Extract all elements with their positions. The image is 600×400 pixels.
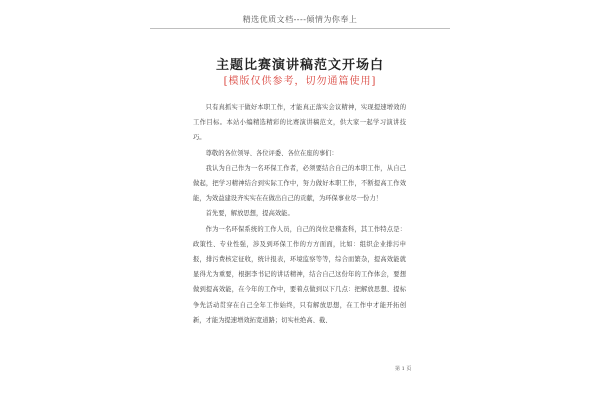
paragraph: 我认为自己作为一名环保工作者，必须要结合自己的本职工作，从自己做起，把学习精神结合到实际工作中，努力做好本职工作，不断提高工作效能，为效益建设齐实实在在做出自己的贡献，为环保事业尽一份力！ <box>193 164 406 203</box>
paragraph: 尊敬的各位领导、各位评委、各位在座的事们： <box>205 149 338 157</box>
page-header: 精选优质文档----倾情为你奉上 <box>242 15 358 24</box>
paragraph: 首先要，解放思想，提高效能。 <box>205 210 294 218</box>
header-divider <box>150 28 450 29</box>
document-title: 主题比赛演讲稿范文开场白 <box>215 58 384 73</box>
document-body <box>193 100 406 328</box>
paragraph: 作为一名环保系统的工作人员，自己的岗位是稽查科，其工作特点是：政策性、专业性强，涉及到环保工作的方方面面，比如：组织企业排污申报，排污费核定征收，统计报表，环境监察等等，综合而繁杂，提高效能就显得尤为重要，根据李书记的讲话精神，结合自己这份年的工作体会，要想做到提高效能，在今年的工作中，要着点做到以下几点：把解放思想、提标争先活动贯穿在自己全年工作始终，只有解放思想，在工作中才能开拓创新，才能为提速增效拓宽道路；切实杜绝高、截、 <box>193 225 406 324</box>
paragraph: 只有真抓实干做好本职工作，才能真正落实会议精神，实现提速增效的工作目标。本站小编精选精彩的比赛演讲稿范文，供大家一起学习演讲技巧。 <box>193 104 406 142</box>
document-subtitle: [模版仅供参考，切勿通篇使用] <box>223 76 377 87</box>
page-number: 第 1 页 <box>395 366 412 372</box>
